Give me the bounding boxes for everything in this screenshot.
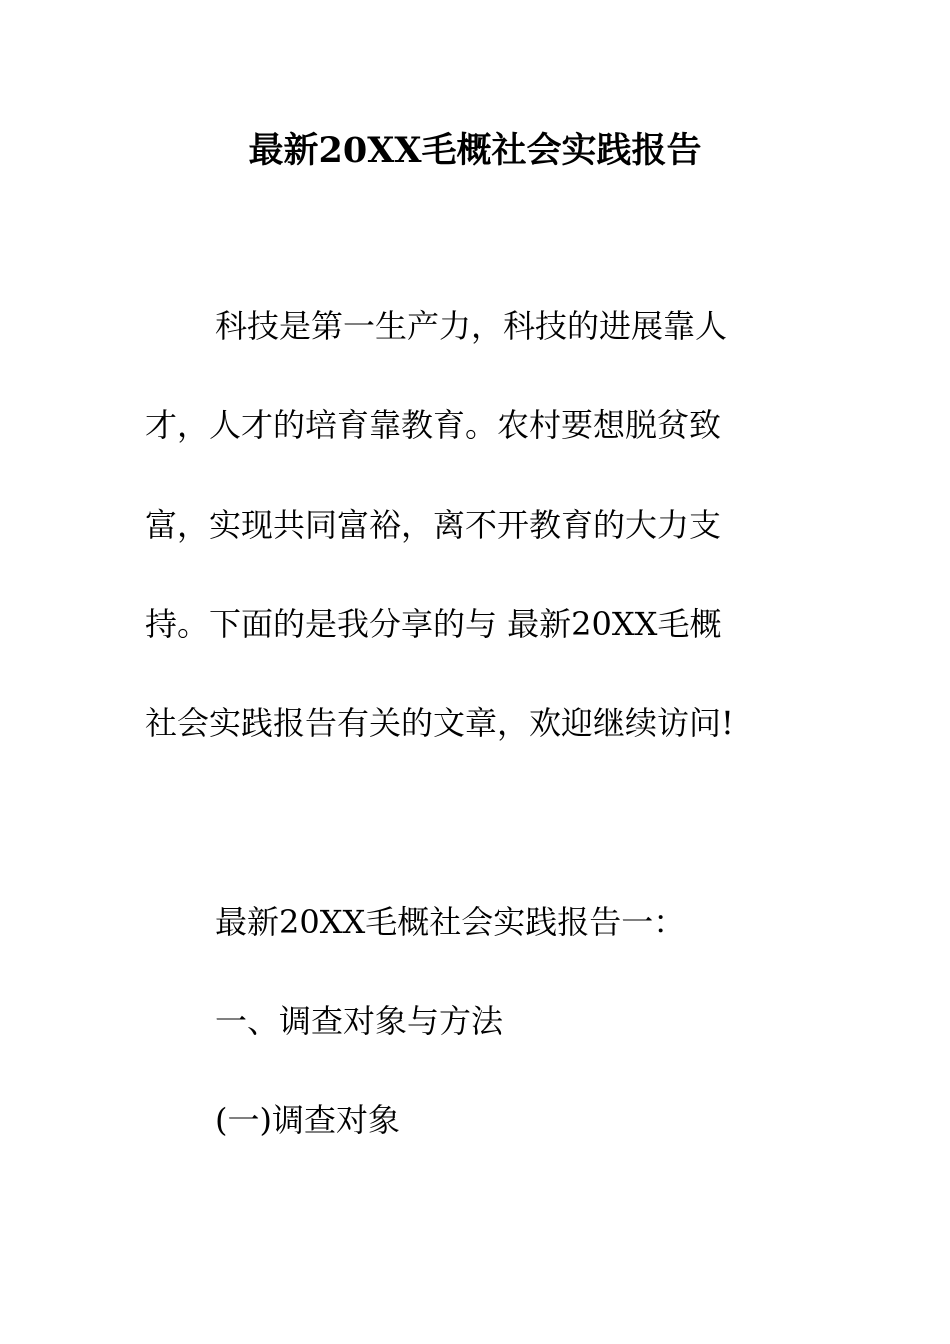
intro-line-5: 社会实践报告有关的文章，欢迎继续访问! — [145, 704, 734, 742]
subheading-survey-objects-methods: 一、调查对象与方法 — [215, 1002, 504, 1040]
document-title: 最新20XX毛概社会实践报告 — [248, 130, 702, 171]
subheading-survey-objects: (一)调查对象 — [215, 1101, 400, 1139]
intro-line-2: 才，人才的培育靠教育。农村要想脱贫致 — [145, 406, 722, 444]
intro-line-1: 科技是第一生产力，科技的进展靠人 — [215, 307, 728, 345]
intro-line-4: 持。下面的是我分享的与 最新20XX毛概 — [145, 605, 722, 643]
intro-line-3: 富，实现共同富裕，离不开教育的大力支 — [145, 506, 722, 544]
section-heading: 最新20XX毛概社会实践报告一： — [215, 903, 686, 941]
